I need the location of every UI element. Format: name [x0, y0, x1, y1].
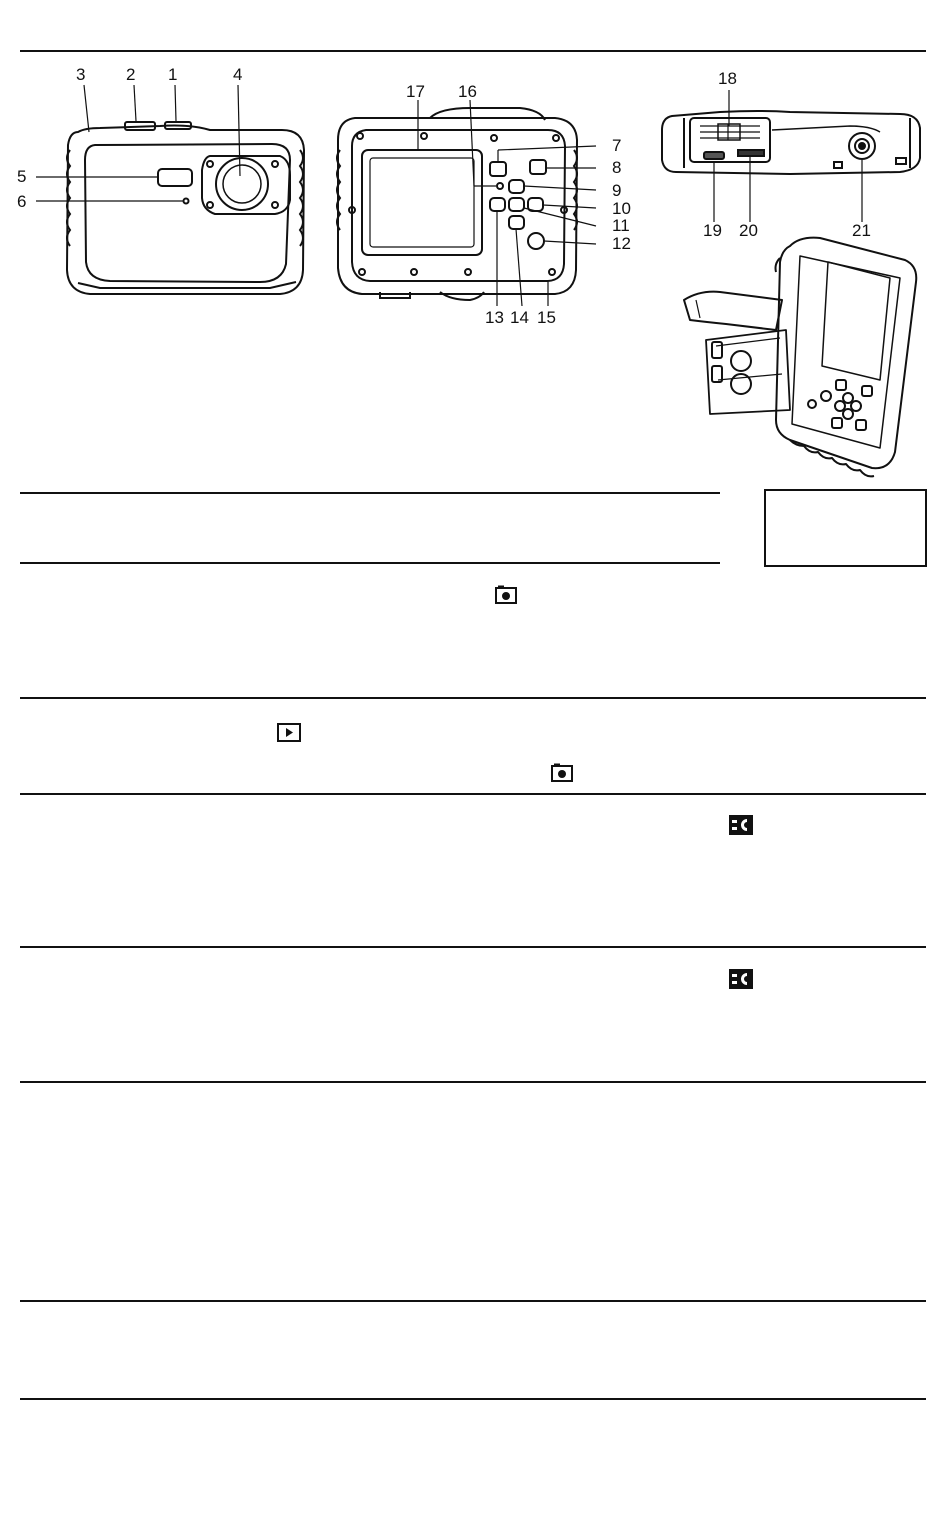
- camera-battery-compartment-view: [676, 232, 926, 477]
- callout-5: 5: [17, 167, 27, 186]
- callout-16: 16: [458, 82, 477, 101]
- divider-section-4: [20, 946, 926, 948]
- callout-21: 21: [852, 221, 871, 240]
- divider-section-5: [20, 1081, 926, 1083]
- callout-12: 12: [612, 234, 631, 253]
- callout-11: 11: [612, 216, 630, 235]
- divider-section-1-top: [20, 492, 720, 494]
- callout-3: 3: [76, 65, 86, 84]
- callout-6: 6: [17, 192, 27, 211]
- camera-back-view: [330, 80, 640, 325]
- empty-frame-box: [764, 489, 927, 567]
- divider-top: [20, 50, 926, 52]
- divider-section-2: [20, 697, 926, 699]
- camera-front-view: [0, 60, 320, 310]
- callout-7: 7: [612, 136, 622, 155]
- callout-18: 18: [718, 69, 737, 88]
- callout-9: 9: [612, 181, 622, 200]
- camera-bottom-view: [660, 70, 930, 240]
- camera-mode-icon: [551, 763, 573, 782]
- callout-13: 13: [485, 308, 504, 327]
- divider-section-7: [20, 1398, 926, 1400]
- callout-8: 8: [612, 158, 622, 177]
- callout-2: 2: [126, 65, 136, 84]
- callout-15: 15: [537, 308, 556, 327]
- divider-section-3: [20, 793, 926, 795]
- usb-plug-icon: [729, 969, 753, 989]
- callout-19: 19: [703, 221, 722, 240]
- callout-10: 10: [612, 199, 631, 218]
- camera-mode-icon: [495, 585, 517, 604]
- callout-4: 4: [233, 65, 243, 84]
- divider-section-1-bottom: [20, 562, 720, 564]
- callout-1: 1: [168, 65, 178, 84]
- callout-17: 17: [406, 82, 425, 101]
- callout-20: 20: [739, 221, 758, 240]
- callout-14: 14: [510, 308, 529, 327]
- usb-plug-icon: [729, 815, 753, 835]
- playback-icon: [277, 723, 301, 742]
- divider-section-6: [20, 1300, 926, 1302]
